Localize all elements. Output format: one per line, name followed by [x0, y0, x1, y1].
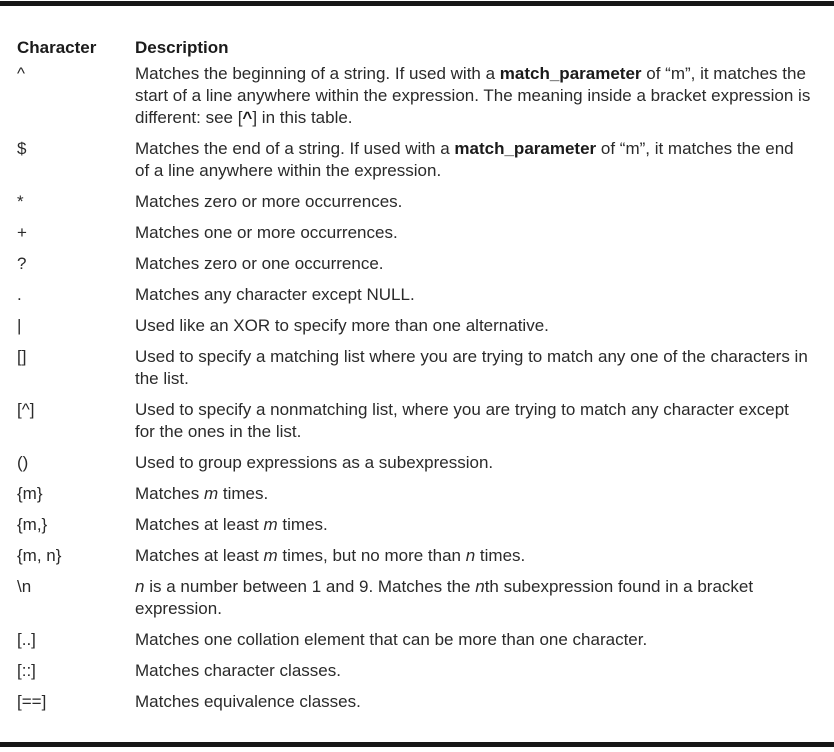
table-row	[17, 346, 812, 390]
table-row	[17, 63, 812, 129]
character-cell: \n	[17, 577, 32, 596]
description-cell: Matches any character except NULL.	[135, 285, 415, 304]
description-cell: Matches the end of a string. If used with a match_parameter of “m”, it matches the end of a line anywhere within the expression.	[135, 139, 794, 180]
description-cell: Matches the beginning of a string. If used with a match_parameter of “m”, it matches the start of a line anywhere within the expression. The meaning inside a bracket expression is different: see [^] in this table.	[135, 64, 811, 127]
character-cell: |	[17, 316, 22, 335]
description-cell: Used to specify a matching list where you are trying to match any one of the characters in the list.	[135, 347, 808, 388]
table-row	[17, 253, 812, 275]
bottom-rule	[0, 742, 834, 747]
character-cell: []	[17, 347, 27, 366]
description-cell: Matches at least m times.	[135, 515, 328, 534]
table-row	[17, 545, 812, 567]
character-cell: {m, n}	[17, 546, 62, 565]
table-row	[17, 315, 812, 337]
character-cell: ()	[17, 453, 29, 472]
table-body	[17, 63, 812, 713]
description-cell: Used to specify a nonmatching list, where you are trying to match any character except for the ones in the list.	[135, 400, 789, 441]
character-cell: $	[17, 139, 27, 158]
top-rule	[0, 1, 834, 6]
column-header-description: Description	[135, 38, 229, 57]
description-cell: Used to group expressions as a subexpression.	[135, 453, 494, 472]
character-table	[17, 37, 812, 722]
table-row	[17, 138, 812, 182]
table-row	[17, 483, 812, 505]
character-cell: {m,}	[17, 515, 48, 534]
column-header-character: Character	[17, 38, 97, 57]
table-row	[17, 629, 812, 651]
table-row	[17, 452, 812, 474]
description-cell: n is a number between 1 and 9. Matches the nth subexpression found in a bracket expression.	[135, 577, 754, 618]
character-cell: +	[17, 223, 27, 242]
description-cell: Matches one collation element that can be more than one character.	[135, 630, 648, 649]
table-row	[17, 691, 812, 713]
table-row	[17, 222, 812, 244]
character-cell: *	[17, 192, 24, 211]
character-cell: [==]	[17, 692, 47, 711]
character-cell: [::]	[17, 661, 36, 680]
description-cell: Matches at least m times, but no more than n times.	[135, 546, 526, 565]
description-cell: Matches equivalence classes.	[135, 692, 361, 711]
table-row	[17, 660, 812, 682]
table-row	[17, 399, 812, 443]
description-cell: Matches character classes.	[135, 661, 341, 680]
description-cell: Used like an XOR to specify more than one alternative.	[135, 316, 549, 335]
character-cell: .	[17, 285, 22, 304]
character-cell: {m}	[17, 484, 43, 503]
character-cell: [..]	[17, 630, 36, 649]
character-cell: ?	[17, 254, 27, 273]
character-cell: ^	[17, 64, 25, 83]
description-cell: Matches one or more occurrences.	[135, 223, 398, 242]
table-header-row	[17, 37, 812, 59]
description-cell: Matches zero or more occurrences.	[135, 192, 403, 211]
table-row	[17, 576, 812, 620]
description-cell: Matches m times.	[135, 484, 269, 503]
character-cell: [^]	[17, 400, 35, 419]
table-row	[17, 514, 812, 536]
description-cell: Matches zero or one occurrence.	[135, 254, 384, 273]
table-row	[17, 284, 812, 306]
table-row	[17, 191, 812, 213]
